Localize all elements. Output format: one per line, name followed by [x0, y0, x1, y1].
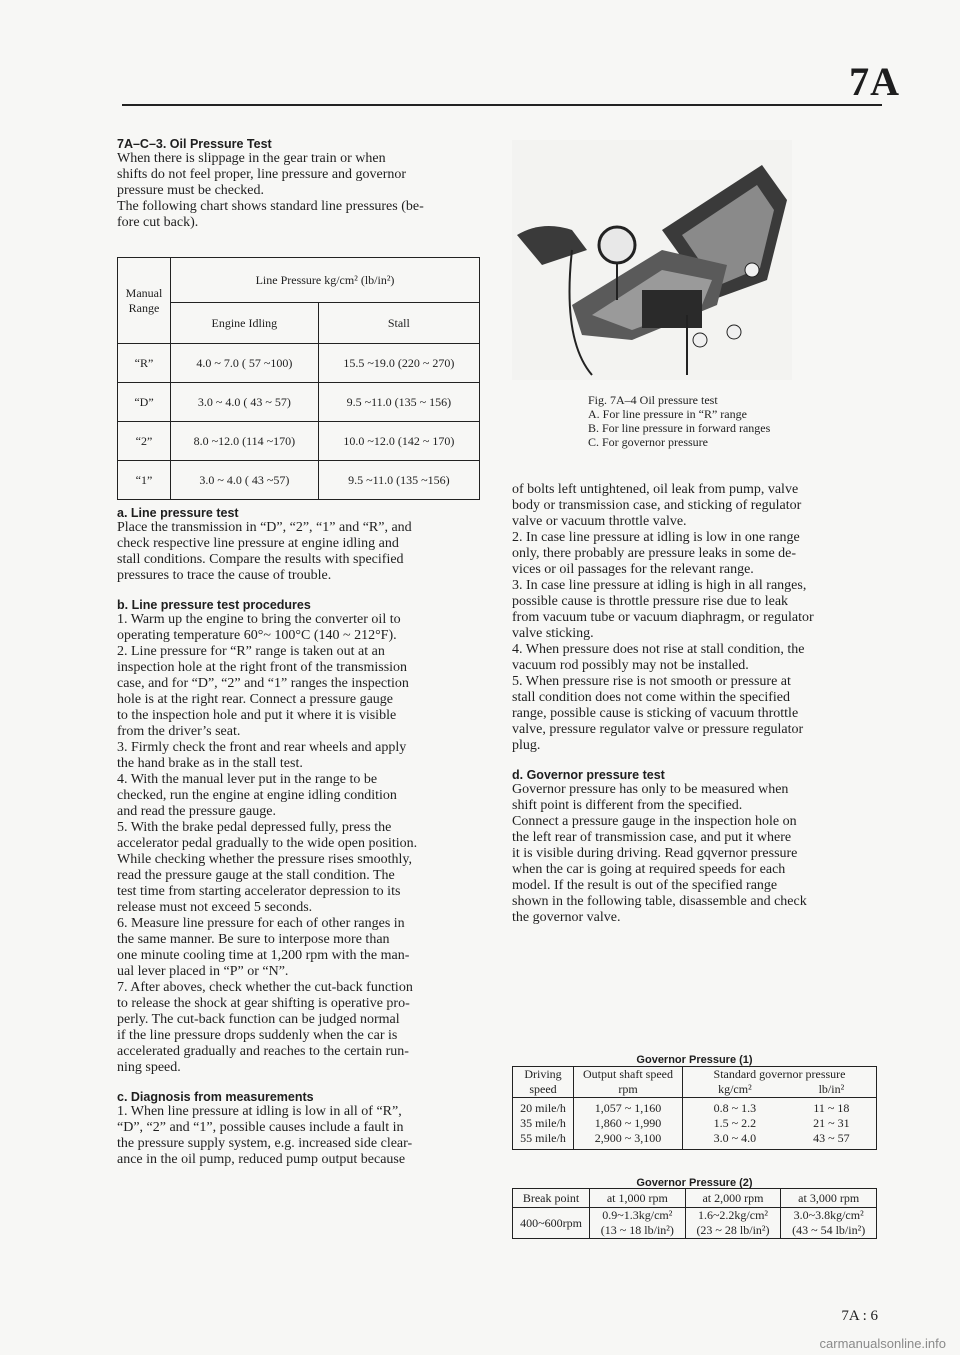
rpm-1000-cell: 0.9~1.3kg/cm² (13 ~ 18 lb/in²): [590, 1208, 686, 1239]
page-number: 7A : 6: [841, 1308, 878, 1324]
stall-header: Stall: [318, 303, 479, 344]
governor-table-1-title: Governor Pressure (1): [636, 1054, 753, 1066]
line-pressure-header: Line Pressure kg/cm² (lb/in²): [171, 258, 480, 303]
line-pressure-test-heading: a. Line pressure test: [117, 506, 239, 520]
table-row: “R” 4.0 ~ 7.0 ( 57 ~100) 15.5 ~19.0 (220 ~ 270): [118, 344, 480, 383]
standard-pressure-header: Standard governor pressure: [683, 1067, 877, 1083]
procedures-heading: b. Line pressure test procedures: [117, 598, 311, 612]
speed-cell: 20 mile/h 35 mile/h 55 mile/h: [513, 1098, 574, 1150]
oil-pressure-intro: When there is slippage in the gear train or when shifts do not feel proper, line pressure and governor pressure must be checked. The following chart shows standard line pressures (be- fore cut back).: [117, 151, 424, 230]
rpm-3000-header: at 3,000 rpm: [781, 1189, 877, 1208]
engine-idling-header: Engine Idling: [171, 303, 319, 344]
header-rule: [122, 104, 882, 106]
figure-item-b: B. For line pressure in forward ranges: [588, 421, 771, 435]
line-pressure-table: [117, 257, 480, 500]
watermark: carmanualsonline.info: [819, 1336, 946, 1351]
governor-table-2-title: Governor Pressure (2): [636, 1177, 753, 1189]
table-row: “D” 3.0 ~ 4.0 ( 43 ~ 57) 9.5 ~11.0 (135 ~ 156): [118, 383, 480, 422]
table-row: [513, 1098, 877, 1150]
rpm-cell: 1,057 ~ 1,160 1,860 ~ 1,990 2,900 ~ 3,100: [574, 1098, 683, 1150]
rpm-1000-header: at 1,000 rpm: [590, 1189, 686, 1208]
figure-item-c: C. For governor pressure: [588, 435, 708, 449]
rpm-2000-header: at 2,000 rpm: [685, 1189, 781, 1208]
table-row: [513, 1208, 877, 1239]
governor-table-2: [512, 1188, 877, 1239]
rpm-2000-cell: 1.6~2.2kg/cm² (23 ~ 28 lb/in²): [685, 1208, 781, 1239]
line-pressure-test-text: Place the transmission in “D”, “2”, “1” and “R”, and check respective line pressure at engine idling and stall conditions. Compare the results with specified pressures to trace the cause of trouble.: [117, 520, 412, 583]
figure-label: Fig. 7A–4 Oil pressure test: [588, 393, 718, 407]
transmission-photo: [512, 140, 792, 380]
lb-unit-header: lb/in²: [787, 1082, 877, 1098]
table-row: “1” 3.0 ~ 4.0 ( 43 ~57) 9.5 ~11.0 (135 ~156): [118, 461, 480, 500]
figure-item-a: A. For line pressure in “R” range: [588, 407, 747, 421]
governor-heading: d. Governor pressure test: [512, 768, 665, 782]
procedures-text: 1. Warm up the engine to bring the converter oil to operating temperature 60°~ 100°C (140 ~ 212°F). 2. Line pressure for “R” range is taken out at an inspection hole at the right front of the transmission case, and for “D”, “2” and “1” ranges the inspection hole is at the right rear. Connect a pressure gauge to the inspection hole and put it where it is visible from the driver’s seat. 3. Firmly check the front and rear wheels and apply the hand brake as in the stall test. 4. With the manual lever put in the range to be checked, run the engine at engine idling condition and read the pressure gauge. 5. With the brake pedal depressed fully, press the accelerator pedal gradually to the wide open position. While checking whether the pressure rises smoothly, read the pressure gauge at the stall condition. The test time from starting accelerator depression to its release must not exceed 5 seconds. 6. Measure line pressure for each of other ranges in the same manner. Be sure to interpose more than one minute cooling time at 1,200 rpm with the man- ual lever placed in “P” or “N”. 7. After aboves, check whether the cut-back function to release the shock at gear shifting is operative pro- perly. The cut-back function can be judged normal if the line pressure drops suddenly when the car is accelerated gradually and reaches to the certain run- ning speed.: [117, 612, 418, 1075]
driving-speed-header: Driving speed: [513, 1067, 574, 1098]
governor-text: Governor pressure has only to be measured when shift point is different from the specified. Connect a pressure gauge in the inspection hole on the left rear of transmission case, and put it where it is visible during driving. Read gqvernor pressure when the car is going at required speeds for each model. If the result is out of the specified range shown in the following table, disassemble and check the governor valve.: [512, 782, 807, 925]
lb-cell: 11 ~ 18 21 ~ 31 43 ~ 57: [787, 1098, 877, 1150]
figure-caption: [588, 393, 868, 449]
output-shaft-header: Output shaft speed rpm: [574, 1067, 683, 1098]
diagnosis-heading: c. Diagnosis from measurements: [117, 1090, 314, 1104]
kg-cell: 0.8 ~ 1.3 1.5 ~ 2.2 3.0 ~ 4.0: [683, 1098, 787, 1150]
range-header: Manual Range: [118, 258, 171, 344]
rpm-3000-cell: 3.0~3.8kg/cm² (43 ~ 54 lb/in²): [781, 1208, 877, 1239]
section-code: 7A: [849, 59, 900, 104]
break-point-header: Break point: [513, 1189, 590, 1208]
diagnosis-text: 1. When line pressure at idling is low in all of “R”, “D”, “2” and “1”, possible causes include a fault in the pressure supply system, e.g. increased side clear- ance in the oil pump, reduced pump output because: [117, 1104, 413, 1167]
governor-table-1: [512, 1066, 877, 1150]
diagnosis-continued: of bolts left untightened, oil leak from pump, valve body or transmission case, and sticking of regulator valve or vacuum throttle valve. 2. In case line pressure at idling is low in one range only, there probably are pressure leaks in some de- vices or oil passages for the relevant range. 3. In case line pressure at idling is high in all ranges, possible cause is throttle pressure rise due to leak from vacuum tube or vacuum diaphragm, or regulator valve sticking. 4. When pressure does not rise at stall condition, the vacuum rod possibly may not be installed. 5. When pressure rise is not smooth or pressure at stall condition does not come within the specified range, possible cause is sticking of vacuum throttle valve, pressure regulator valve or pressure regulator plug.: [512, 482, 814, 753]
break-point-cell: 400~600rpm: [513, 1208, 590, 1239]
table-row: “2” 8.0 ~12.0 (114 ~170) 10.0 ~12.0 (142 ~ 170): [118, 422, 480, 461]
right-column: [512, 482, 877, 926]
kg-unit-header: kg/cm²: [683, 1082, 787, 1098]
oil-pressure-heading: 7A–C–3. Oil Pressure Test: [117, 137, 272, 151]
